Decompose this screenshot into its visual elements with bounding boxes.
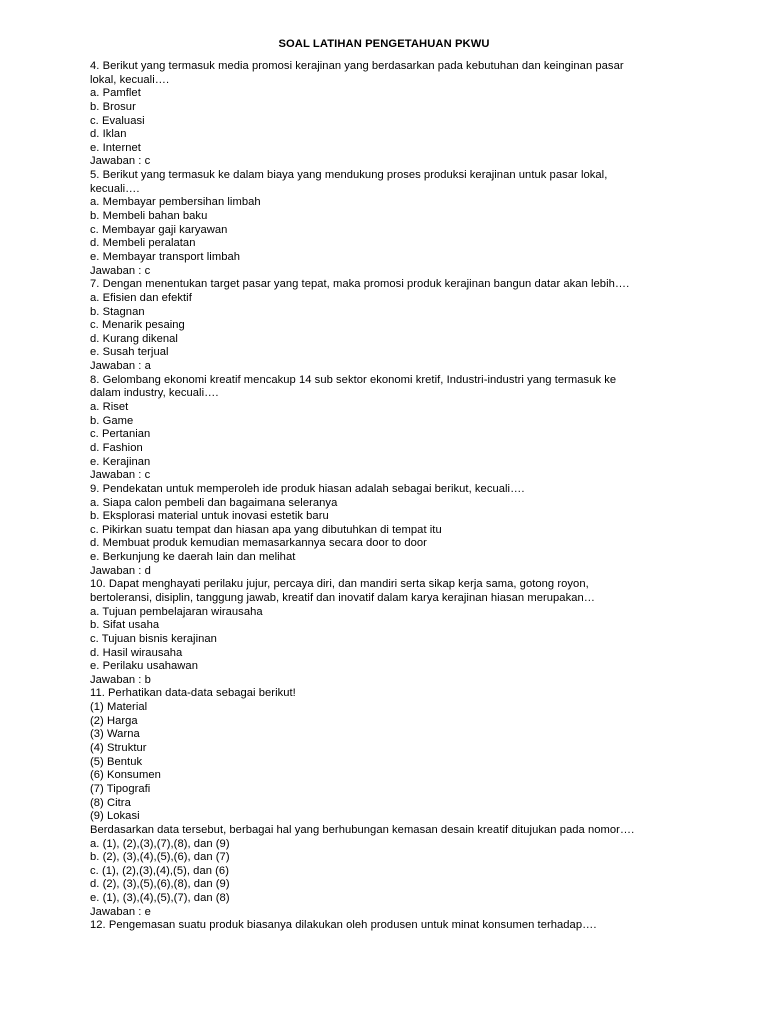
text-line: b. (2), (3),(4),(5),(6), dan (7) <box>90 851 230 864</box>
text-line: bertoleransi, disiplin, tanggung jawab, kreatif dan inovatif dalam karya kerajinan hiasan merupakan… <box>90 591 595 604</box>
text-line: d. Membeli peralatan <box>90 237 196 250</box>
text-line: a. Pamflet <box>90 87 141 100</box>
document-body <box>90 60 670 933</box>
text-line: b. Eksplorasi material untuk inovasi estetik baru <box>90 510 329 523</box>
text-line: e. Perilaku usahawan <box>90 660 198 673</box>
text-line: 8. Gelombang ekonomi kreatif mencakup 14 sub sektor ekonomi kretif, Industri-industri yang termasuk ke <box>90 373 617 386</box>
text-line: Jawaban : c <box>90 469 151 482</box>
text-line: dalam industry, kecuali…. <box>90 387 219 400</box>
text-line: e. Kerajinan <box>90 455 151 468</box>
text-line: e. Membayar transport limbah <box>90 250 241 263</box>
text-line: d. Kurang dikenal <box>90 332 178 345</box>
text-line: a. Membayar pembersihan limbah <box>90 196 261 209</box>
document-title: SOAL LATIHAN PENGETAHUAN PKWU <box>278 38 490 50</box>
text-line: lokal, kecuali…. <box>90 73 170 86</box>
text-line: d. Hasil wirausaha <box>90 646 183 659</box>
text-line: (2) Harga <box>90 714 138 727</box>
text-line: c. Evaluasi <box>90 114 145 127</box>
text-line: Jawaban : c <box>90 264 151 277</box>
text-line: a. Riset <box>90 401 129 414</box>
text-line: (9) Lokasi <box>90 810 140 823</box>
text-line: b. Membeli bahan baku <box>90 210 208 223</box>
text-line: b. Game <box>90 414 134 427</box>
text-line: 10. Dapat menghayati perilaku jujur, percaya diri, dan mandiri serta sikap kerja sama, gotong royon, <box>90 578 589 591</box>
text-line: Jawaban : c <box>90 155 151 168</box>
text-line: (5) Bentuk <box>90 755 143 768</box>
text-line: c. Membayar gaji karyawan <box>90 223 228 236</box>
text-line: Jawaban : d <box>90 564 151 577</box>
text-line: kecuali…. <box>90 182 140 195</box>
text-line: (1) Material <box>90 701 148 714</box>
text-line: (7) Tipografi <box>90 782 151 795</box>
text-line: a. Siapa calon pembeli dan bagaimana seleranya <box>90 496 338 509</box>
text-line: d. (2), (3),(5),(6),(8), dan (9) <box>90 878 230 891</box>
text-line: b. Brosur <box>90 100 136 113</box>
text-line: 5. Berikut yang termasuk ke dalam biaya yang mendukung proses produksi kerajinan untuk pasar lokal, <box>90 169 608 182</box>
text-line: 12. Pengemasan suatu produk biasanya dilakukan oleh produsen untuk minat konsumen terhadap…. <box>90 919 597 932</box>
text-line: d. Membuat produk kemudian memasarkannya secara door to door <box>90 537 427 550</box>
text-line: b. Sifat usaha <box>90 619 160 632</box>
text-line: Jawaban : e <box>90 905 151 918</box>
text-line: c. Tujuan bisnis kerajinan <box>90 632 217 645</box>
text-line: (4) Struktur <box>90 742 147 755</box>
text-line: d. Fashion <box>90 441 143 454</box>
text-line: 7. Dengan menentukan target pasar yang tepat, maka promosi produk kerajinan bangun datar akan lebih…. <box>90 278 630 291</box>
text-line: Berdasarkan data tersebut, berbagai hal yang berhubungan kemasan desain kreatif ditujukan pada nomor…. <box>90 823 635 836</box>
text-line: a. (1), (2),(3),(7),(8), dan (9) <box>90 837 230 850</box>
text-line: e. Susah terjual <box>90 346 169 359</box>
text-line: a. Tujuan pembelajaran wirausaha <box>90 605 263 618</box>
text-line: 9. Pendekatan untuk memperoleh ide produk hiasan adalah sebagai berikut, kecuali…. <box>90 482 525 495</box>
text-line: e. (1), (3),(4),(5),(7), dan (8) <box>90 892 230 905</box>
text-line: (3) Warna <box>90 728 140 741</box>
text-line: e. Internet <box>90 141 141 154</box>
text-line: c. Menarik pesaing <box>90 319 185 332</box>
text-line: Jawaban : b <box>90 673 151 686</box>
text-line: (8) Citra <box>90 796 131 809</box>
text-line: Jawaban : a <box>90 360 151 373</box>
text-line: 11. Perhatikan data-data sebagai berikut! <box>90 687 296 700</box>
text-line: e. Berkunjung ke daerah lain dan melihat <box>90 551 296 564</box>
text-line: b. Stagnan <box>90 305 145 318</box>
text-line: c. Pertanian <box>90 428 151 441</box>
text-line: c. (1), (2),(3),(4),(5), dan (6) <box>90 864 229 877</box>
text-line: a. Efisien dan efektif <box>90 291 192 304</box>
text-line: 4. Berikut yang termasuk media promosi kerajinan yang berdasarkan pada kebutuhan dan keinginan pasar <box>90 60 624 72</box>
text-line: (6) Konsumen <box>90 769 161 782</box>
text-line: d. Iklan <box>90 128 127 141</box>
text-line: c. Pikirkan suatu tempat dan hiasan apa yang dibutuhkan di tempat itu <box>90 523 442 536</box>
